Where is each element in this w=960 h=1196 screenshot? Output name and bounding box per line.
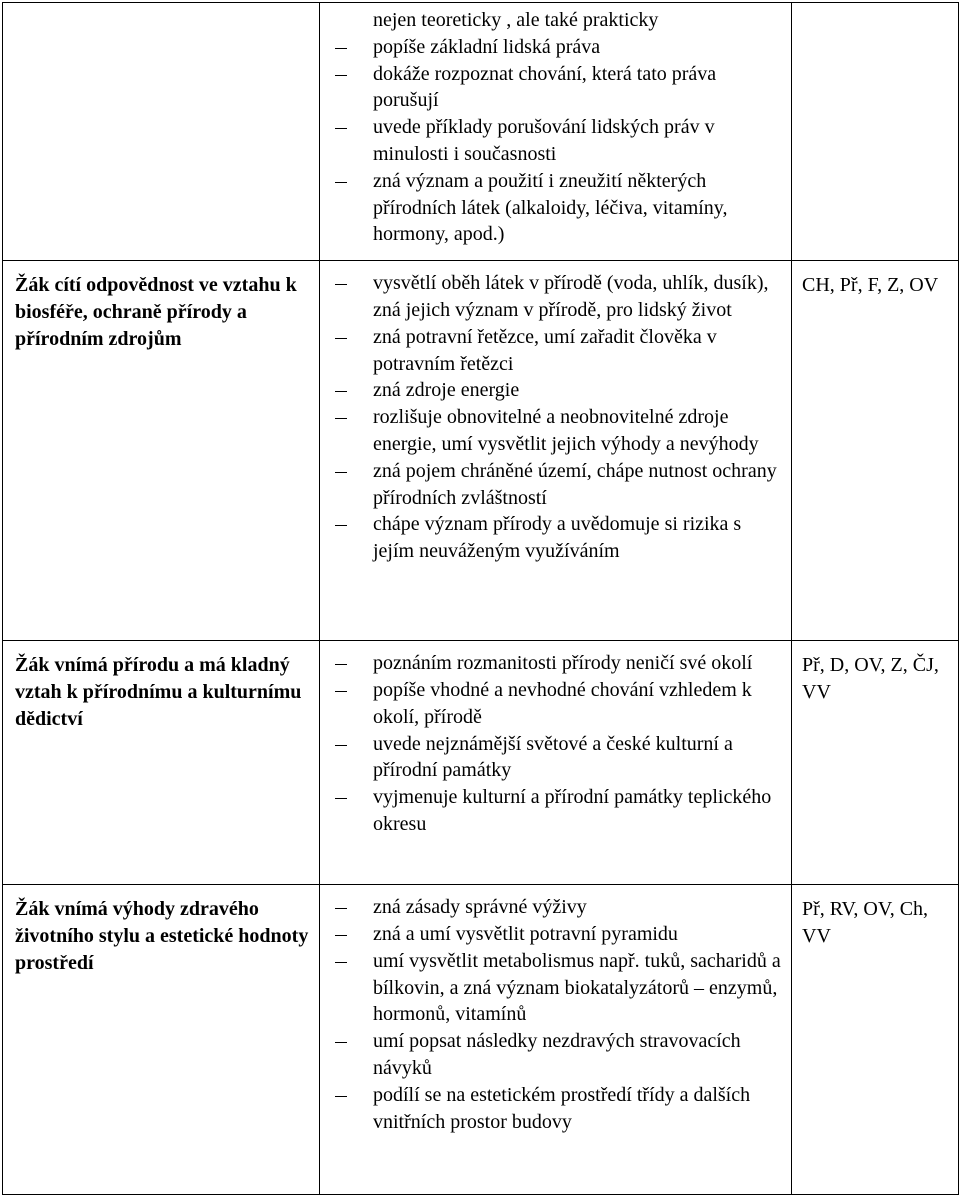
list-item: uvede příklady porušování lidských práv v minulosti i současnosti [333,114,783,168]
subjects-text: CH, Př, F, Z, OV [802,274,939,297]
list-item: popíše vhodné a nevhodné chování vzhledem k okolí, přírodě [333,677,783,731]
outcome-list [320,641,791,850]
list-item: poznáním rozmanitosti přírody neničí své okolí [333,650,783,677]
table-row [3,261,959,641]
list-item: zná a umí vysvětlit potravní pyramidu [333,921,783,948]
list-item: zná zdroje energie [333,377,783,404]
list-item: zná pojem chráněné území, chápe nutnost ochrany přírodních zvláštností [333,458,783,512]
subjects-cell [792,261,959,641]
outcomes-cell [320,885,792,1195]
list-item: vysvětlí oběh látek v přírodě (voda, uhlík, dusík), zná jejich význam v přírodě, pro lidský život [333,270,783,324]
goal-cell [3,3,320,261]
goal-text: Žák vnímá přírodu a má kladný vztah k přírodnímu a kulturnímu dědictví [15,654,302,731]
outcomes-cell [320,3,792,261]
goal-text: Žák cítí odpovědnost ve vztahu k biosféře, ochraně přírody a přírodním zdrojům [15,274,297,351]
subjects-cell [792,885,959,1195]
table-row [3,885,959,1195]
goal-cell [3,641,320,885]
list-item: chápe význam přírody a uvědomuje si rizika s jejím neuváženým využíváním [333,511,783,565]
list-item: umí popsat následky nezdravých stravovacích návyků [333,1028,783,1082]
outcome-list [320,3,791,260]
list-item: zná význam a použití i zneužití některých přírodních látek (alkaloidy, léčiva, vitamíny, hormony, apod.) [333,168,783,248]
table-row [3,641,959,885]
goal-text: Žák vnímá výhody zdravého životního stylu a estetické hodnoty prostředí [15,898,309,975]
list-item: umí vysvětlit metabolismus např. tuků, sacharidů a bílkovin, a zná význam biokatalyzátorů – enzymů, hormonů, vitamínů [333,948,783,1028]
outcomes-cell [320,261,792,641]
list-item: rozlišuje obnovitelné a neobnovitelné zdroje energie, umí vysvětlit jejich výhody a nevýhody [333,404,783,458]
list-item: vyjmenuje kulturní a přírodní památky teplického okresu [333,784,783,838]
subjects-text: Př, D, OV, Z, ČJ, VV [802,654,939,704]
list-item: zná zásady správné výživy [333,894,783,921]
outcome-list [320,261,791,577]
list-item: uvede nejznámější světové a české kulturní a přírodní památky [333,731,783,785]
goal-text [3,3,319,14]
list-item: dokáže rozpoznat chování, která tato práva porušují [333,61,783,115]
subjects-text: Př, RV, OV, Ch, VV [802,898,929,948]
subjects-text [792,3,958,14]
curriculum-table [2,2,959,1195]
goal-cell [3,885,320,1195]
list-item: podílí se na estetickém prostředí třídy a dalších vnitřních prostor budovy [333,1082,783,1136]
list-item: nejen teoreticky , ale také prakticky [373,9,659,31]
goal-cell [3,261,320,641]
subjects-cell [792,641,959,885]
list-item: popíše základní lidská práva [333,34,783,61]
outcome-list [320,885,791,1147]
outcomes-cell [320,641,792,885]
subjects-cell [792,3,959,261]
table-row [3,3,959,261]
list-item: zná potravní řetězce, umí zařadit člověka v potravním řetězci [333,324,783,378]
